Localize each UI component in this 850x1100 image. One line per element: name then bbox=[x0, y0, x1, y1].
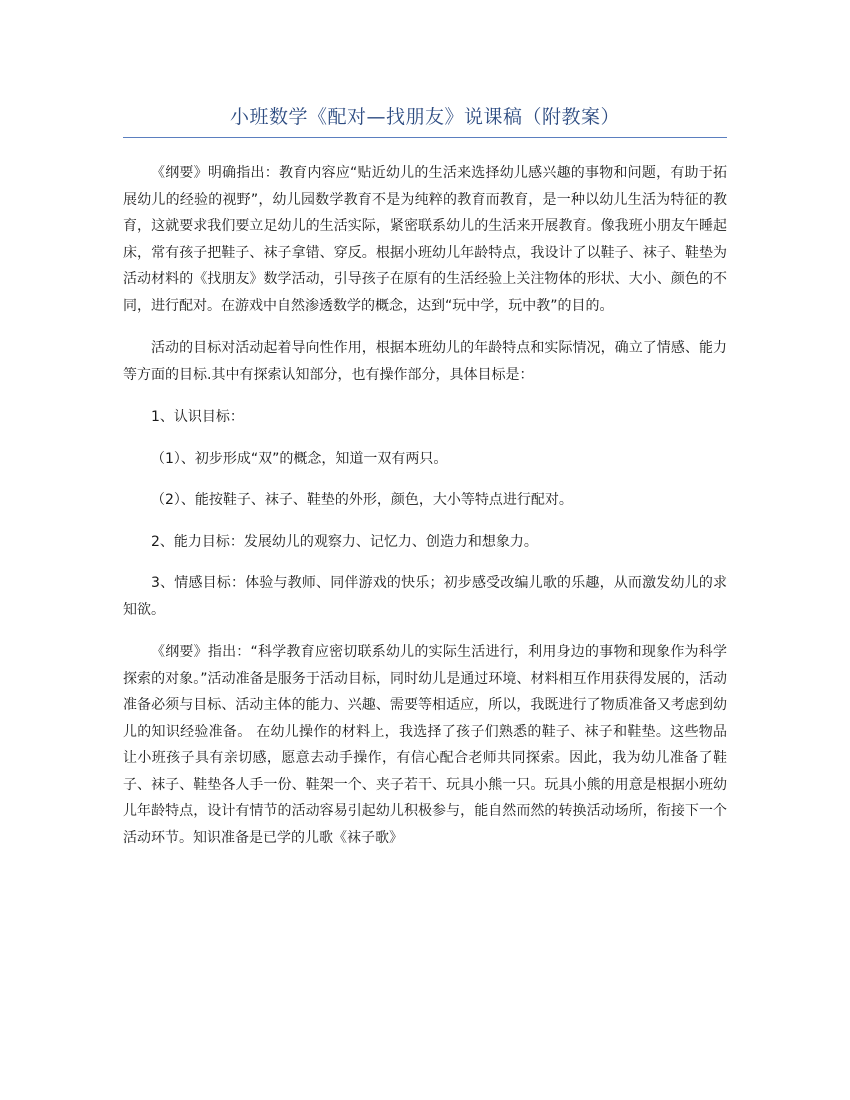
paragraph-intro: 《纲要》明确指出：教育内容应“贴近幼儿的生活来选择幼儿感兴趣的事物和问题，有助于拓展幼儿的经验的视野”，幼儿园数学教育不是为纯粹的教育而教育，是一种以幼儿生活为特征的教育，这就要求我们要立足幼儿的生活实际，紧密联系幼儿的生活来开展教育。像我班小朋友午睡起床，常有孩子把鞋子、袜子拿错、穿反。根据小班幼儿年龄特点，我设计了以鞋子、袜子、鞋垫为活动材料的《找朋友》数学活动，引导孩子在原有的生活经验上关注物体的形状、大小、颜色的不同，进行配对。在游戏中自然渗透数学的概念，达到“玩中学，玩中教”的目的。 bbox=[123, 165, 727, 314]
paragraph-ability-goal: 2、能力目标：发展幼儿的观察力、记忆力、创造力和想象力。 bbox=[151, 533, 538, 550]
paragraph-cognitive-goal: 1、认识目标： bbox=[151, 409, 244, 425]
paragraph-goals-intro: 活动的目标对活动起着导向性作用，根据本班幼儿的年龄特点和实际情况，确立了情感、能力等方面的目标.其中有探索认知部分，也有操作部分，具体目标是： bbox=[123, 340, 727, 383]
paragraph-preparation: 《纲要》指出：“科学教育应密切联系幼儿的实际生活进行，利用身边的事物和现象作为科学探索的对象。”活动准备是服务于活动目标，同时幼儿是通过环境、材料相互作用获得发展的，活动准备必须与目标、活动主体的能力、兴趣、需要等相适应，所以，我既进行了物质准备又考虑到幼儿的知识经验准备。 在幼儿操作的材料上，我选择了孩子们熟悉的鞋子、袜子和鞋垫。这些物品让小班孩子具有亲切感，愿意去动手操作，有信心配合老师共同探索。因此，我为幼儿准备了鞋子、袜子、鞋垫各人手一份、鞋架一个、夹子若干、玩具小熊一只。玩具小熊的用意是根据小班幼儿年龄特点，设计有情节的活动容易引起幼儿积极参与，能自然而然的转换活动场所，衔接下一个活动环节。知识准备是已学的儿歌《袜子歌》 bbox=[123, 644, 727, 846]
paragraph-cognitive-goal-1: （1）、初步形成“双”的概念，知道一双有两只。 bbox=[151, 450, 448, 467]
title-divider bbox=[123, 137, 727, 138]
paragraph-emotion-goal: 3、情感目标：体验与教师、同伴游戏的快乐；初步感受改编儿歌的乐趣，从而激发幼儿的求知欲。 bbox=[123, 575, 727, 618]
document-body bbox=[123, 160, 727, 867]
paragraph-cognitive-goal-2: （2）、能按鞋子、袜子、鞋垫的外形，颜色，大小等特点进行配对。 bbox=[151, 492, 573, 508]
document-title: 小班数学《配对—找朋友》说课稿（附教案） bbox=[229, 106, 620, 128]
